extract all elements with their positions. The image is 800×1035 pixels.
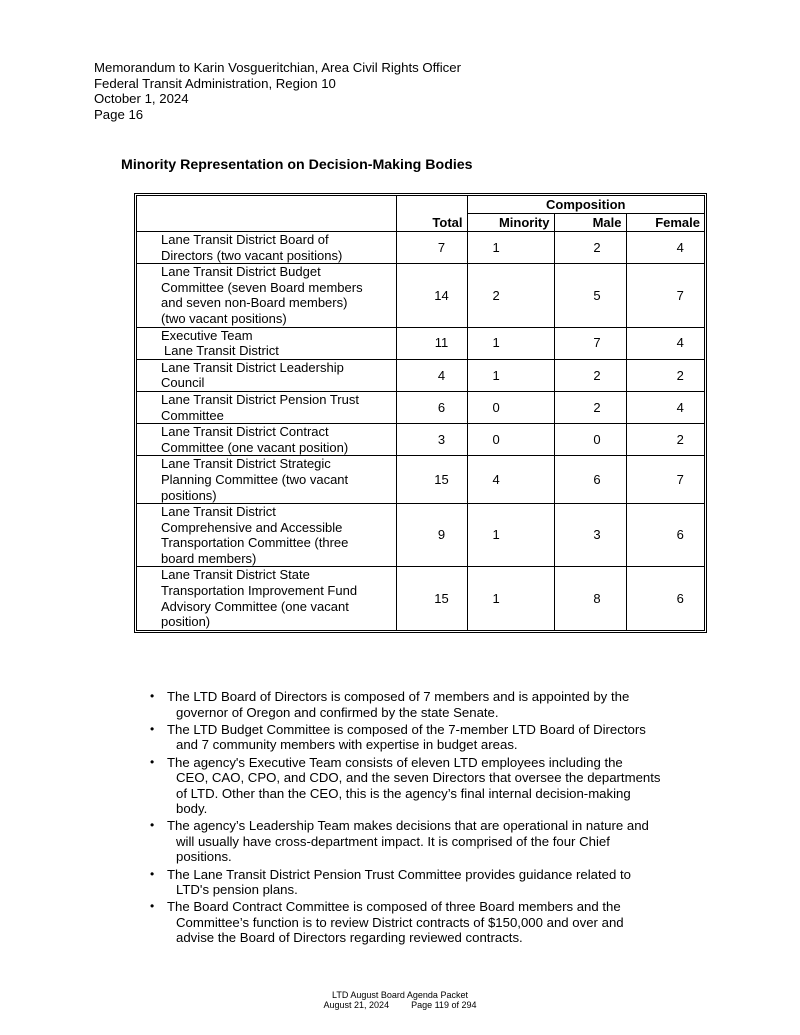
- female-cell: 2: [626, 359, 704, 391]
- header-composition: Composition: [467, 196, 704, 214]
- female-cell: 6: [626, 567, 704, 630]
- body-name-line: Lane Transit District State: [161, 567, 310, 583]
- total-cell: 15: [396, 567, 467, 630]
- body-name-line: Lane Transit District Strategic: [161, 456, 331, 472]
- total-cell: 4: [396, 359, 467, 391]
- table-row: [137, 359, 704, 391]
- body-name-line: Planning Committee (two vacant: [161, 471, 349, 487]
- header-minority: Minority: [467, 214, 554, 232]
- bullet-item: [150, 818, 720, 865]
- body-name-line: (two vacant positions): [161, 310, 287, 326]
- body-name-cell: [137, 232, 396, 264]
- minority-cell: 1: [467, 232, 554, 264]
- total-cell: 11: [396, 327, 467, 359]
- bullet-item: [150, 689, 720, 720]
- total-cell: 3: [396, 424, 467, 456]
- bullet-text-line: advise the Board of Directors regarding reviewed contracts.: [176, 930, 523, 946]
- female-cell: 4: [626, 391, 704, 423]
- body-name-line: Directors (two vacant positions): [161, 247, 343, 263]
- bullet-text-line: The LTD Board of Directors is composed of 7 members and is appointed by the: [167, 689, 630, 704]
- male-cell: 2: [554, 359, 626, 391]
- table-row: [137, 456, 704, 504]
- male-cell: 8: [554, 567, 626, 630]
- table-row: [137, 567, 704, 630]
- notes-bullet-list: [150, 689, 720, 948]
- body-name-line: Council: [161, 375, 205, 391]
- bullet-text-line: of LTD. Other than the CEO, this is the agency’s final internal decision-making: [176, 785, 631, 801]
- bullet-text-line: The agency's Executive Team consists of eleven LTD employees including the: [167, 754, 623, 770]
- bullet-dot-icon: •: [150, 818, 155, 833]
- male-cell: 2: [554, 232, 626, 264]
- bullet-text-line: governor of Oregon and confirmed by the state Senate.: [176, 704, 499, 720]
- bullet-text-line: will usually have cross-department impact. It is comprised of the four Chief: [176, 833, 610, 849]
- bullet-text-line: The agency’s Leadership Team makes decisions that are operational in nature and: [167, 818, 649, 834]
- minority-cell: 1: [467, 567, 554, 630]
- footer-date-page: [0, 1000, 800, 1010]
- total-cell: 6: [396, 391, 467, 423]
- female-cell: 4: [626, 327, 704, 359]
- body-name-line: positions): [161, 487, 217, 503]
- footer-date: August 21, 2024: [323, 1000, 390, 1010]
- total-cell: 7: [396, 232, 467, 264]
- male-cell: 6: [554, 456, 626, 504]
- header-male: Male: [554, 214, 626, 232]
- male-cell: 2: [554, 391, 626, 423]
- body-name-line: position): [161, 614, 211, 630]
- body-name-line: Lane Transit District: [161, 504, 276, 520]
- body-name-line: Transportation Committee (three: [161, 535, 349, 551]
- footer-page-count: Page 119 of 294: [411, 1000, 477, 1010]
- bullet-dot-icon: •: [150, 689, 155, 703]
- body-name-cell: [137, 327, 396, 359]
- body-name-line: Advisory Committee (one vacant: [161, 598, 349, 614]
- footer-packet-title: LTD August Board Agenda Packet: [332, 990, 468, 1000]
- table-row: [137, 504, 704, 567]
- memo-to-line: Memorandum to Karin Vosgueritchian, Area Civil Rights Officer: [94, 60, 461, 75]
- table-header-row-group: [137, 196, 704, 214]
- bullet-dot-icon: •: [150, 866, 155, 881]
- body-name-cell: [137, 567, 396, 630]
- male-cell: 0: [554, 424, 626, 456]
- body-name-line: Transportation Improvement Fund: [161, 583, 358, 599]
- body-name-line: Lane Transit District Leadership: [161, 359, 344, 375]
- body-name-cell: [137, 391, 396, 423]
- header-total: Total: [396, 196, 467, 232]
- total-cell: 15: [396, 456, 467, 504]
- bullet-text-line: body.: [176, 801, 208, 817]
- bullet-item: [150, 899, 720, 946]
- bullet-text-line: Committee’s function is to review District contracts of $150,000 and over and: [176, 914, 624, 930]
- body-name-cell: [137, 264, 396, 327]
- body-name-line: Lane Transit District Board of: [161, 232, 329, 247]
- minority-cell: 0: [467, 424, 554, 456]
- bullet-item: [150, 755, 720, 817]
- female-cell: 4: [626, 232, 704, 264]
- body-name-cell: [137, 359, 396, 391]
- female-cell: 2: [626, 424, 704, 456]
- bullet-dot-icon: •: [150, 754, 155, 769]
- memo-header: [94, 60, 461, 122]
- table-row: [137, 424, 704, 456]
- body-name-cell: [137, 456, 396, 504]
- minority-cell: 1: [467, 327, 554, 359]
- bullet-text-line: CEO, CAO, CPO, and CDO, and the seven Directors that oversee the departments: [176, 770, 661, 786]
- minority-cell: 1: [467, 504, 554, 567]
- bullet-text-line: LTD's pension plans.: [176, 882, 298, 898]
- bullet-text-line: positions.: [176, 849, 232, 865]
- body-name-cell: [137, 424, 396, 456]
- page-footer: [0, 990, 800, 1010]
- body-name-line: Lane Transit District: [164, 343, 279, 359]
- bullet-dot-icon: •: [150, 721, 155, 736]
- minority-cell: 4: [467, 456, 554, 504]
- table-row: [137, 327, 704, 359]
- body-name-line: Lane Transit District Contract: [161, 424, 329, 440]
- total-cell: 9: [396, 504, 467, 567]
- bullet-text-line: The Lane Transit District Pension Trust Committee provides guidance related to: [167, 866, 631, 882]
- body-name-line: Lane Transit District Budget: [161, 264, 321, 280]
- representation-table: [134, 193, 707, 633]
- minority-cell: 2: [467, 264, 554, 327]
- body-name-line: Executive Team: [161, 327, 253, 343]
- body-name-line: Committee (seven Board members: [161, 279, 363, 295]
- female-cell: 7: [626, 264, 704, 327]
- male-cell: 5: [554, 264, 626, 327]
- bullet-text-line: and 7 community members with expertise in budget areas.: [176, 737, 518, 753]
- memo-agency-line: Federal Transit Administration, Region 10: [94, 75, 336, 91]
- table-body: [137, 232, 704, 630]
- male-cell: 3: [554, 504, 626, 567]
- minority-cell: 0: [467, 391, 554, 423]
- table-row: [137, 232, 704, 264]
- female-cell: 7: [626, 456, 704, 504]
- bullet-text-line: The LTD Budget Committee is composed of the 7-member LTD Board of Directors: [167, 721, 646, 737]
- table-row: [137, 391, 704, 423]
- body-name-line: Lane Transit District Pension Trust: [161, 391, 359, 407]
- header-female: Female: [626, 214, 704, 232]
- bullet-item: [150, 867, 720, 898]
- bullet-dot-icon: •: [150, 899, 155, 914]
- memo-date: October 1, 2024: [94, 91, 189, 106]
- body-name-line: and seven non-Board members): [161, 295, 348, 311]
- body-name-line: Committee (one vacant position): [161, 439, 349, 455]
- table-row: [137, 264, 704, 327]
- body-name-line: board members): [161, 550, 257, 566]
- body-name-line: Committee: [161, 407, 224, 423]
- total-cell: 14: [396, 264, 467, 327]
- body-name-line: Comprehensive and Accessible: [161, 519, 343, 535]
- male-cell: 7: [554, 327, 626, 359]
- memo-page-number: Page 16: [94, 106, 144, 122]
- header-name-column: [137, 196, 396, 232]
- bullet-text-line: The Board Contract Committee is composed of three Board members and the: [167, 899, 621, 915]
- minority-cell: 1: [467, 359, 554, 391]
- section-title: Minority Representation on Decision-Making Bodies: [121, 157, 473, 173]
- bullet-item: [150, 722, 720, 753]
- female-cell: 6: [626, 504, 704, 567]
- body-name-cell: [137, 504, 396, 567]
